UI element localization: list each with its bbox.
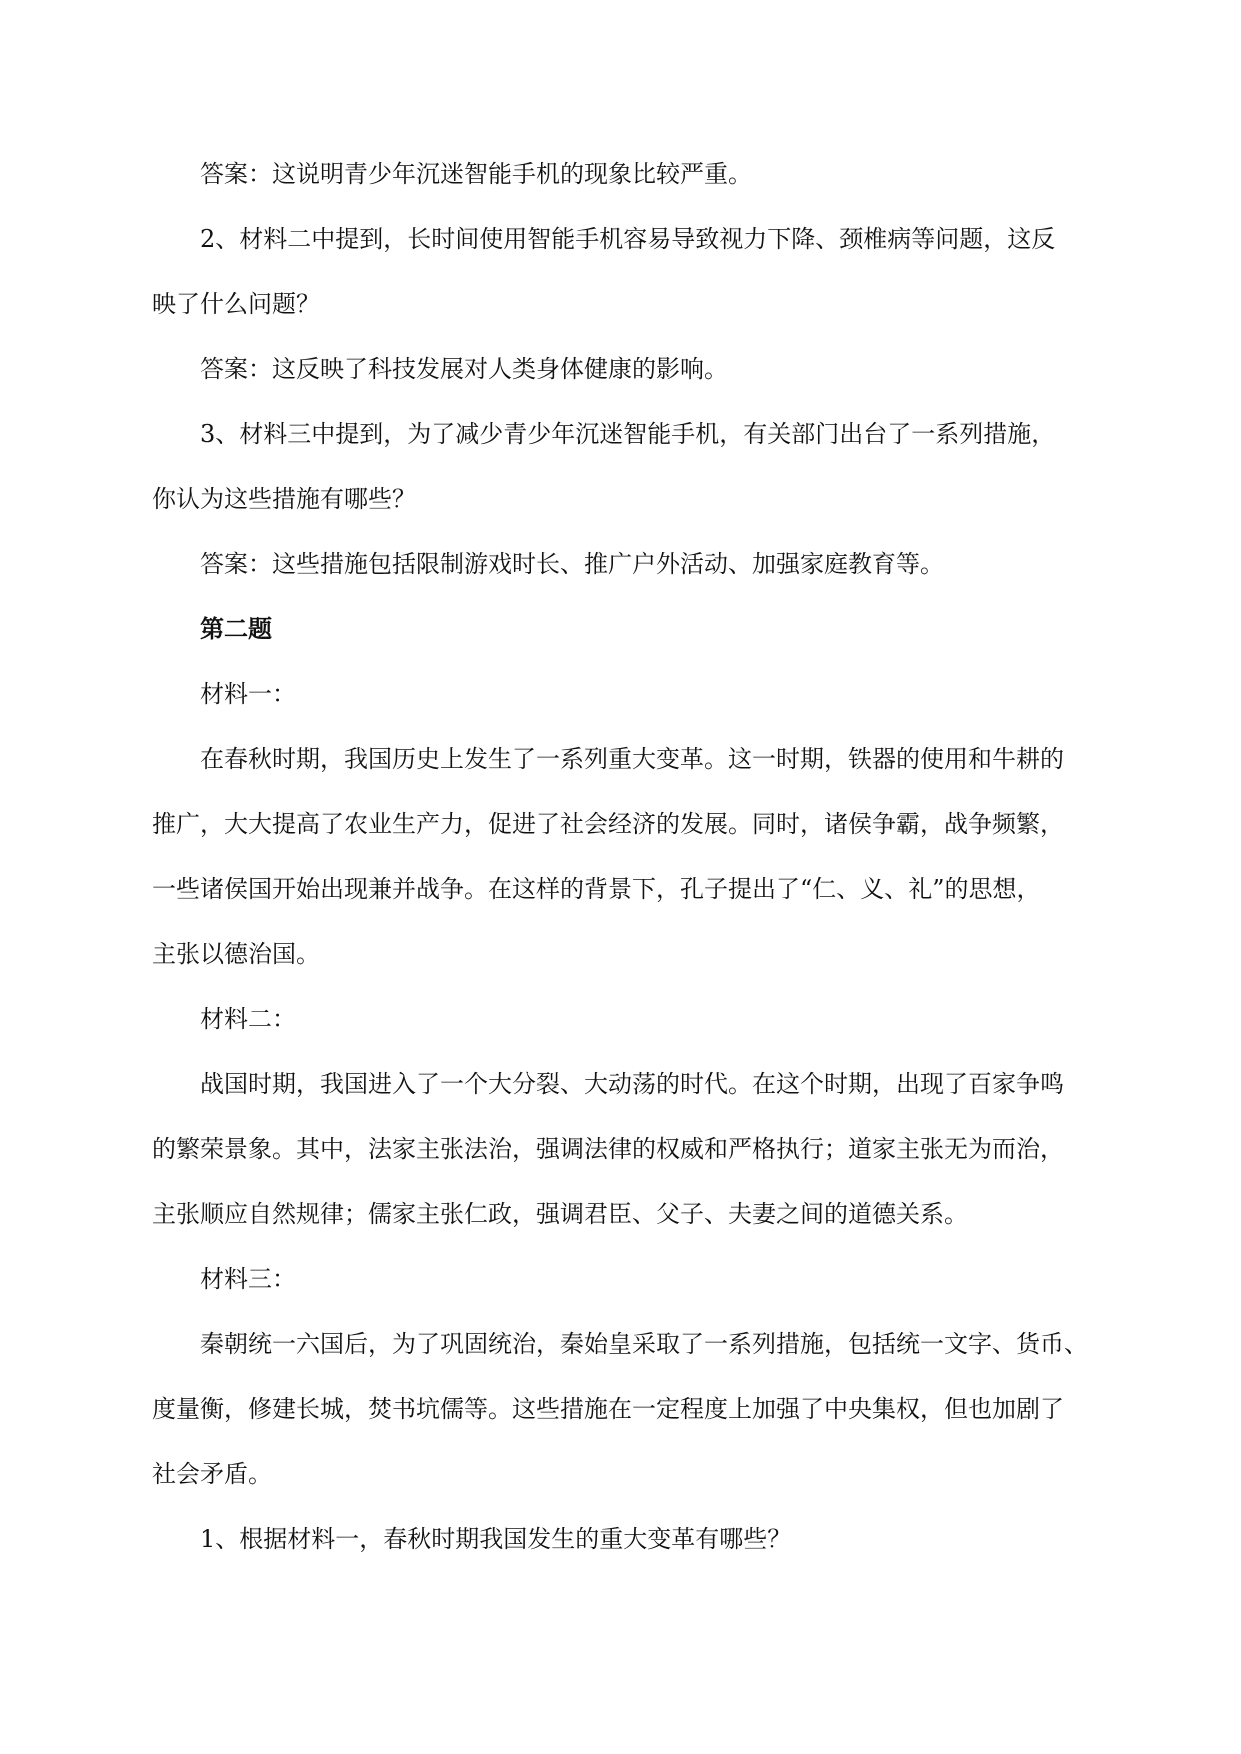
question-line: 3、材料三中提到，为了减少青少年沉迷智能手机，有关部门出台了一系列措施，	[200, 420, 1056, 448]
question-line-continued: 映了什么问题？	[152, 290, 320, 318]
material-paragraph-line: 秦朝统一六国后，为了巩固统治，秦始皇采取了一系列措施，包括统一文字、货币、	[200, 1330, 1088, 1358]
material-paragraph-line: 社会矛盾。	[152, 1460, 272, 1488]
question-line: 2、材料二中提到，长时间使用智能手机容易导致视力下降、颈椎病等问题，这反	[200, 225, 1056, 253]
question-line-continued: 你认为这些措施有哪些？	[152, 485, 416, 513]
section-heading: 第二题	[200, 615, 272, 643]
material-paragraph-line: 度量衡，修建长城，焚书坑儒等。这些措施在一定程度上加强了中央集权，但也加剧了	[152, 1395, 1064, 1423]
material-label: 材料二：	[200, 1005, 296, 1033]
material-paragraph-line: 一些诸侯国开始出现兼并战争。在这样的背景下，孔子提出了“仁、义、礼”的思想，	[152, 875, 1041, 903]
answer-line: 答案：这些措施包括限制游戏时长、推广户外活动、加强家庭教育等。	[200, 550, 944, 578]
question-line: 1、根据材料一，春秋时期我国发生的重大变革有哪些？	[200, 1525, 792, 1553]
answer-line: 答案：这说明青少年沉迷智能手机的现象比较严重。	[200, 160, 752, 188]
material-paragraph-line: 主张顺应自然规律；儒家主张仁政，强调君臣、父子、夫妻之间的道德关系。	[152, 1200, 968, 1228]
answer-line: 答案：这反映了科技发展对人类身体健康的影响。	[200, 355, 728, 383]
material-paragraph-line: 战国时期，我国进入了一个大分裂、大动荡的时代。在这个时期，出现了百家争鸣	[200, 1070, 1064, 1098]
material-paragraph-line: 在春秋时期，我国历史上发生了一系列重大变革。这一时期，铁器的使用和牛耕的	[200, 745, 1064, 773]
material-paragraph-line: 推广，大大提高了农业生产力，促进了社会经济的发展。同时，诸侯争霸，战争频繁，	[152, 810, 1064, 838]
material-label: 材料一：	[200, 680, 296, 708]
material-paragraph-line: 的繁荣景象。其中，法家主张法治，强调法律的权威和严格执行；道家主张无为而治，	[152, 1135, 1064, 1163]
material-paragraph-line: 主张以德治国。	[152, 940, 320, 968]
document-body	[152, 142, 1090, 1572]
material-label: 材料三：	[200, 1265, 296, 1293]
